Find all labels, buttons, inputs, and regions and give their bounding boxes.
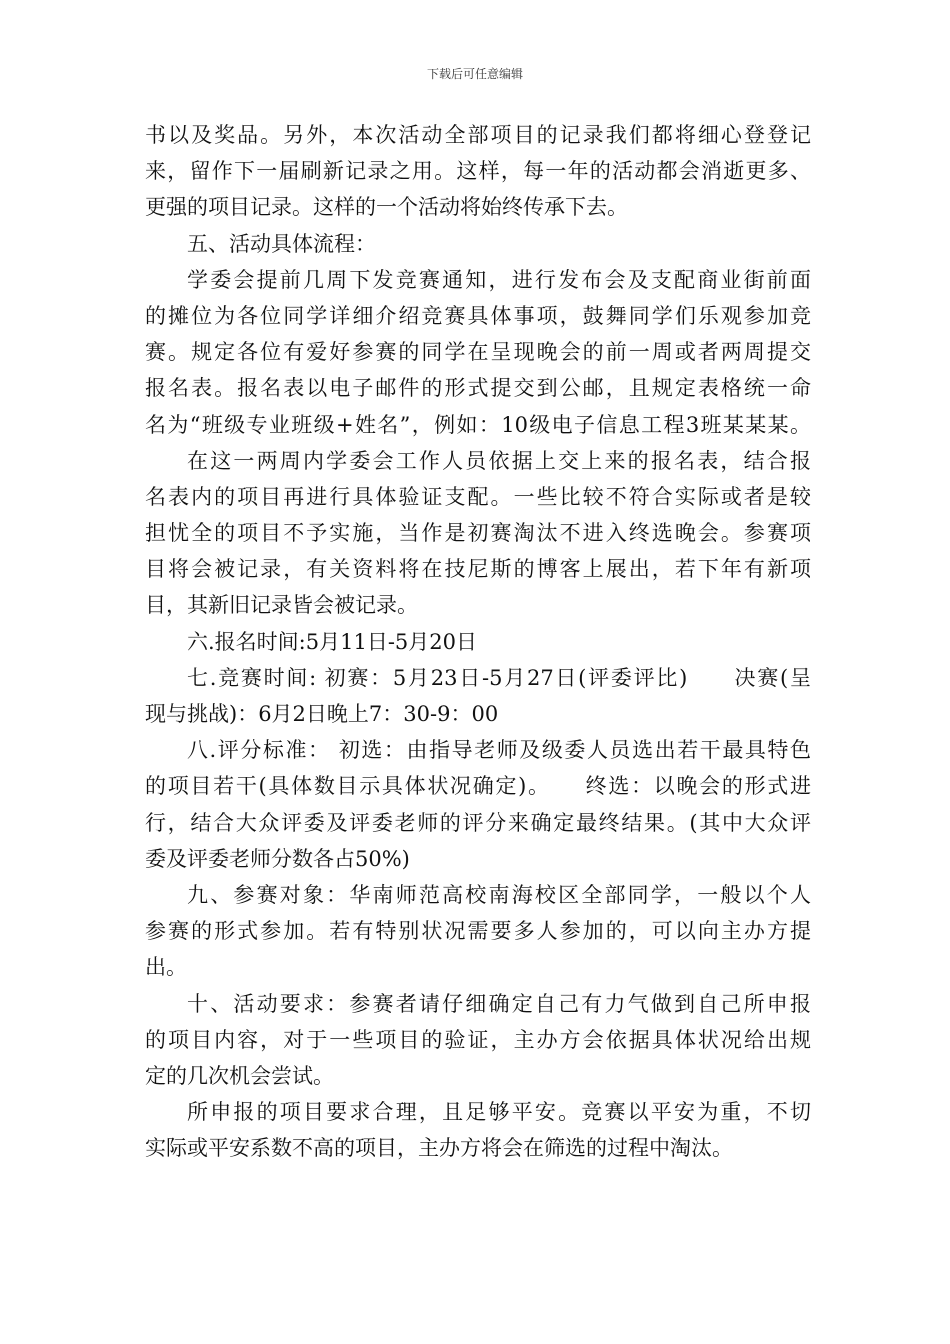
text-line: 九、参赛对象：华南师范高校南海校区全部同学，一般以个人 — [187, 882, 811, 907]
text-line: 委及评委老师分数各占50%) — [145, 846, 410, 871]
text-line: 现与挑战)：6月2日晚上7：30-9：00 — [145, 702, 499, 726]
text-line: 的摊位为各位同学详细介绍竞赛具体事项，鼓舞同学们乐观参加竞 — [145, 303, 811, 328]
text-line: 八.评分标准： 初选：由指导老师及级委人员选出若干最具特色 — [187, 738, 811, 763]
text-line: 的项目内容，对于一些项目的验证，主办方会依据具体状况给出规 — [145, 1027, 811, 1052]
text-line: 十、活动要求：参赛者请仔细确定自己有力气做到自己所申报 — [187, 991, 811, 1016]
text-line: 出。 — [145, 955, 187, 980]
text-line: 更强的项目记录。这样的一个活动将始终传承下去。 — [145, 195, 628, 220]
page-header: 下载后可任意编辑 — [426, 67, 523, 81]
text-line: 在这一两周内学委会工作人员依据上交上来的报名表，结合报 — [187, 448, 811, 473]
text-line: 所申报的项目要求合理，且足够平安。竞赛以平安为重，不切 — [187, 1100, 811, 1125]
text-line: 目，其新旧记录皆会被记录。 — [145, 593, 418, 618]
text-line: 定的几次机会尝试。 — [145, 1063, 334, 1088]
document-body — [145, 117, 811, 1166]
text-line: 参赛的形式参加。若有特别状况需要多人参加的，可以向主办方提 — [145, 919, 811, 944]
text-line: 行，结合大众评委及评委老师的评分来确定最终结果。(其中大众评 — [145, 810, 811, 835]
text-line: 七.竞赛时间: 初赛：5月23日-5月27日(评委评比) 决赛(呈 — [187, 665, 811, 690]
text-line: 的项目若干(具体数目示具体状况确定)。 终选：以晚会的形式进 — [145, 774, 811, 799]
text-line: 赛。规定各位有爱好参赛的同学在呈现晚会的前一周或者两周提交 — [145, 340, 811, 365]
text-line: 担忧全的项目不予实施，当作是初赛淘汰不进入终选晚会。参赛项 — [145, 521, 811, 546]
text-line: 名表内的项目再进行具体验证支配。一些比较不符合实际或者是较 — [145, 484, 811, 509]
text-line: 书以及奖品。另外，本次活动全部项目的记录我们都将细心登登记 — [145, 123, 811, 147]
text-line: 名为“班级专业班级+姓名”，例如：10级电子信息工程3班某某某。 — [145, 412, 811, 437]
text-line: 报名表。报名表以电子邮件的形式提交到公邮，且规定表格统一命 — [145, 376, 811, 401]
text-line: 六.报名时间:5月11日-5月20日 — [187, 629, 478, 654]
text-line: 目将会被记录，有关资料将在技尼斯的博客上展出，若下年有新项 — [145, 557, 811, 582]
text-line: 五、活动具体流程： — [187, 231, 376, 256]
text-line: 来，留作下一届刷新记录之用。这样，每一年的活动都会消逝更多、 — [145, 159, 811, 184]
text-line: 学委会提前几周下发竞赛通知，进行发布会及支配商业街前面 — [187, 267, 811, 292]
text-line: 实际或平安系数不高的项目，主办方将会在筛选的过程中淘汰。 — [145, 1136, 733, 1161]
